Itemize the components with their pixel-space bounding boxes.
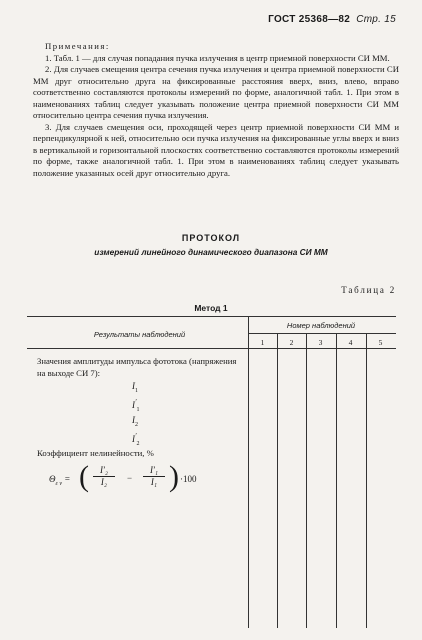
- col-divider-0: [248, 316, 249, 628]
- notes-heading: Примечания:: [45, 41, 110, 51]
- note-2: 2. Для случаев смещения центра сечения пучка излучения и центра приемной поверхности СИ ММ друг относительно друга на фиксированные расстояния вверх, вниз, влево, вправо соответственно составляются протоколы измерений по форме, аналогичной табл. 1. При этом в наименованиях таблиц следует указывать положение центра приемной поверхности СИ ММ относительно центра сечения пучка излучения.: [33, 64, 399, 120]
- page-header: [268, 14, 396, 25]
- col-divider-2: [306, 333, 307, 628]
- obs-number-5: 5: [378, 338, 383, 347]
- note-3: 3. Для случаев смещения оси, проходящей через центр приемной поверхности СИ ММ и перпендикулярной к ней, относительно оси пучка излучения на фиксированные углы вверх и вниз в вертикальной и горизонтальной плоскостях соответственно составляются протоколы измерений по форме, также аналогичной табл. 1. При этом в наименованиях таблиц следует указывать положение указанных осей друг относительно друга.: [33, 121, 399, 178]
- standard-number: ГОСТ 25368—82: [268, 14, 351, 25]
- table-label: Таблица 2: [341, 285, 396, 295]
- note-1: 1. Табл. 1 — для случая попадания пучка излучения в центр приемной поверхности СИ ММ.: [45, 52, 390, 63]
- formula-theta: $\Theta_{\varepsilon v}$ =: [49, 474, 71, 487]
- col-divider-1: [277, 333, 278, 628]
- protocol-subtitle: измерений линейного динамического диапазона СИ ММ: [94, 247, 328, 257]
- notes-section: [33, 41, 399, 179]
- formula-fraction-1: $\frac{\text{I′₂}}{\text{I₂}}$: [93, 465, 115, 487]
- formula-close-paren: ): [169, 460, 179, 493]
- obs-number-3: 3: [318, 338, 323, 347]
- obs-number-1: 1: [260, 338, 265, 347]
- protocol-title: ПРОТОКОЛ: [181, 233, 241, 243]
- formula-minus: −: [127, 473, 133, 483]
- nonlinearity-label: Коэффициент нелинейности, %: [37, 448, 154, 458]
- obs-number-4: 4: [348, 338, 353, 347]
- nonlinearity-formula: [49, 462, 199, 496]
- formula-fraction-2: $\frac{\text{I′₁}}{\text{I₁}}$: [143, 465, 165, 487]
- symbol-i1-prime: $I'_1$: [132, 398, 140, 413]
- table-top-rule: [27, 316, 396, 317]
- formula-multiplier: ·100: [180, 474, 197, 484]
- symbol-i1: $I_1$: [132, 381, 138, 394]
- obs-number-2: 2: [289, 338, 294, 347]
- obs-header-rule: [248, 333, 396, 334]
- formula-open-paren: (: [79, 460, 89, 493]
- col-divider-3: [336, 333, 337, 628]
- symbol-i2-prime: $I'_2$: [132, 432, 140, 447]
- page-number: Стр. 15: [356, 14, 396, 25]
- method-label: Метод 1: [194, 303, 228, 313]
- amplitude-description: Значения амплитуды импульса фототока (напряжения на выходе СИ 7):: [37, 356, 237, 378]
- results-column-header: Результаты наблюдений: [93, 330, 186, 339]
- col-divider-4: [366, 333, 367, 628]
- symbol-i2: $I_2$: [132, 415, 138, 428]
- header-bottom-rule: [27, 348, 396, 349]
- observations-column-header: Номер наблюдений: [286, 321, 356, 330]
